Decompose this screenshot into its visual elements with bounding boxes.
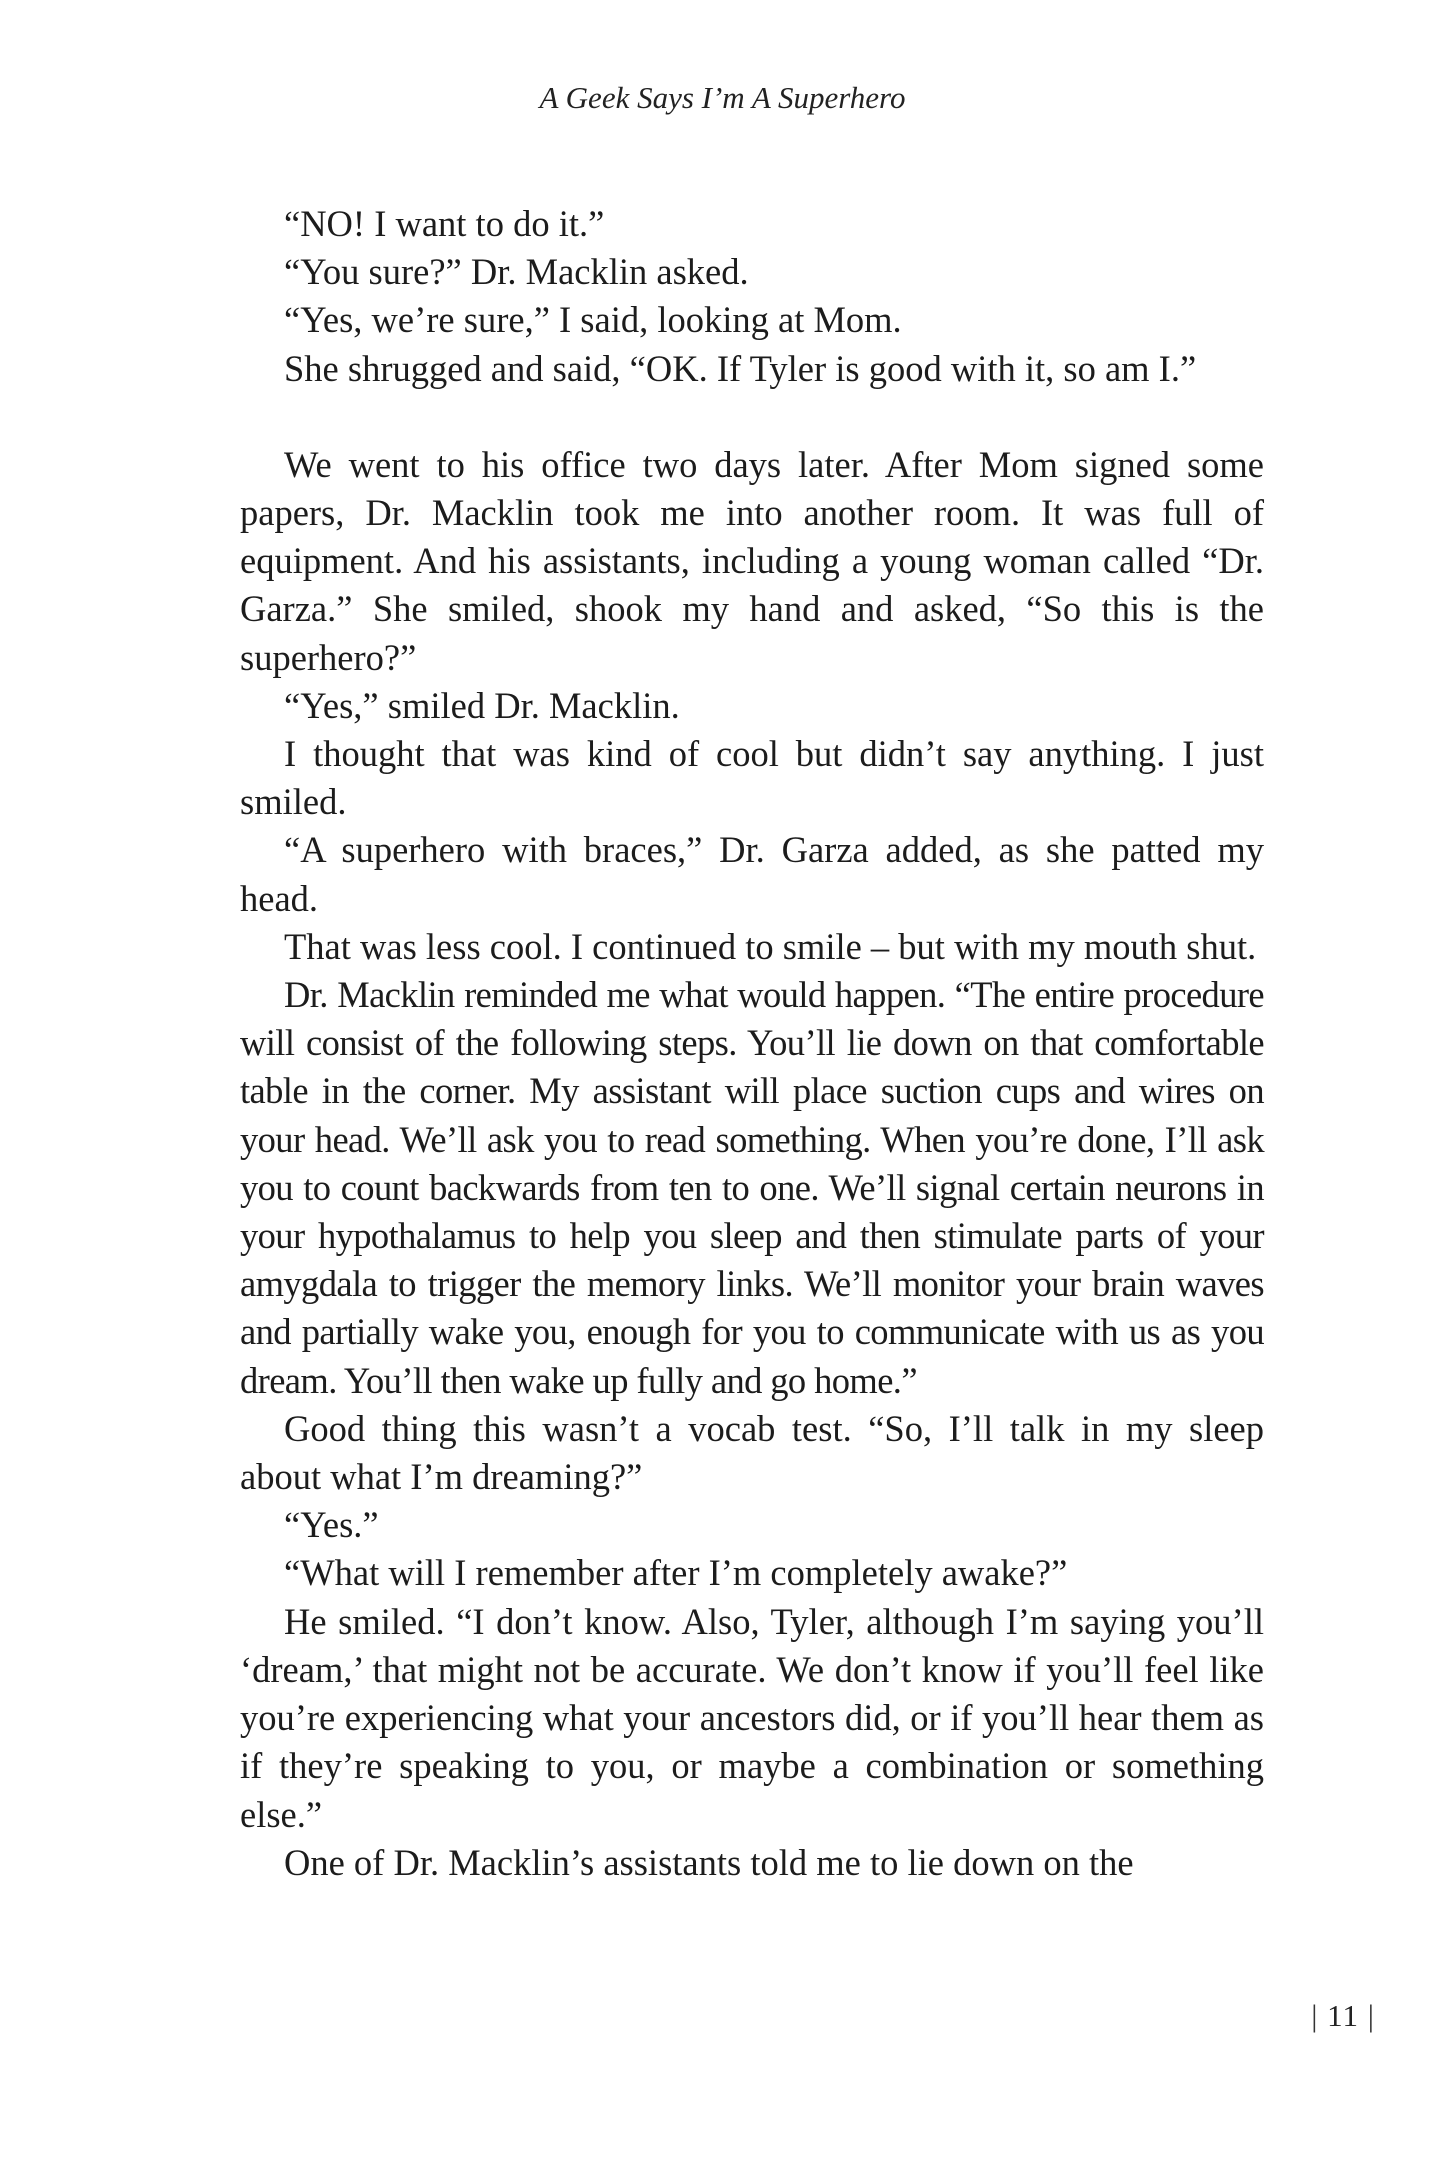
- paragraph: “Yes,” smiled Dr. Macklin.: [284, 684, 680, 726]
- paragraph: “Yes, we’re sure,” I said, looking at Mom.: [284, 299, 902, 341]
- paragraph: We went to his office two days later. After Mom signed some papers, Dr. Macklin took me into another room. It was full of equipment. And his assistants, including a young woman called “Dr. Garza.” She smiled, shook my hand and asked, “So this is the superhero?”: [240, 443, 1264, 678]
- paragraph: She shrugged and said, “OK. If Tyler is good with it, so am I.”: [284, 347, 1197, 389]
- paragraph: “What will I remember after I’m completely awake?”: [284, 1552, 1068, 1594]
- page-number-value: 11: [1327, 1998, 1360, 2033]
- paragraph: I thought that was kind of cool but didn’t say anything. I just smiled.: [240, 733, 1264, 823]
- paragraph: Dr. Macklin reminded me what would happen. “The entire procedure will consist of the following steps. You’ll lie down on that comfortable table in the corner. My assistant will place suction cups and wires on your head. We’ll ask you to read something. When you’re done, I’ll ask you to count backwards from ten to one. We’ll signal certain neurons in your hypothalamus to help you sleep and then stimulate parts of your amygdala to trigger the memory links. We’ll monitor your brain waves and partially wake you, enough for you to communicate with us as you dream. You’ll then wake up fully and go home.”: [240, 974, 1264, 1401]
- paragraph: One of Dr. Macklin’s assistants told me to lie down on the: [284, 1841, 1134, 1883]
- paragraph: That was less cool. I continued to smile – but with my mouth shut.: [284, 925, 1257, 967]
- body-text: [240, 200, 1264, 1887]
- page-number-left-bar: |: [1311, 1998, 1319, 2033]
- paragraph: Good thing this wasn’t a vocab test. “So, I’ll talk in my sleep about what I’m dreaming?”: [240, 1407, 1264, 1498]
- paragraph: “NO! I want to do it.”: [284, 203, 605, 244]
- paragraph: “Yes.”: [284, 1504, 379, 1546]
- page-number-right-bar: |: [1367, 1998, 1375, 2033]
- page-number: [1311, 1996, 1375, 2036]
- paragraph: “A superhero with braces,” Dr. Garza added, as she patted my head.: [240, 829, 1264, 919]
- running-header: A Geek Says I’m A Superhero: [539, 80, 906, 115]
- paragraph: “You sure?” Dr. Macklin asked.: [284, 251, 749, 293]
- paragraph: He smiled. “I don’t know. Also, Tyler, although I’m saying you’ll ‘dream,’ that might not be accurate. We don’t know if you’ll feel like you’re experiencing what your ancestors did, or if you’ll hear them as if they’re speaking to you, or maybe a combination or something else.”: [240, 1600, 1264, 1835]
